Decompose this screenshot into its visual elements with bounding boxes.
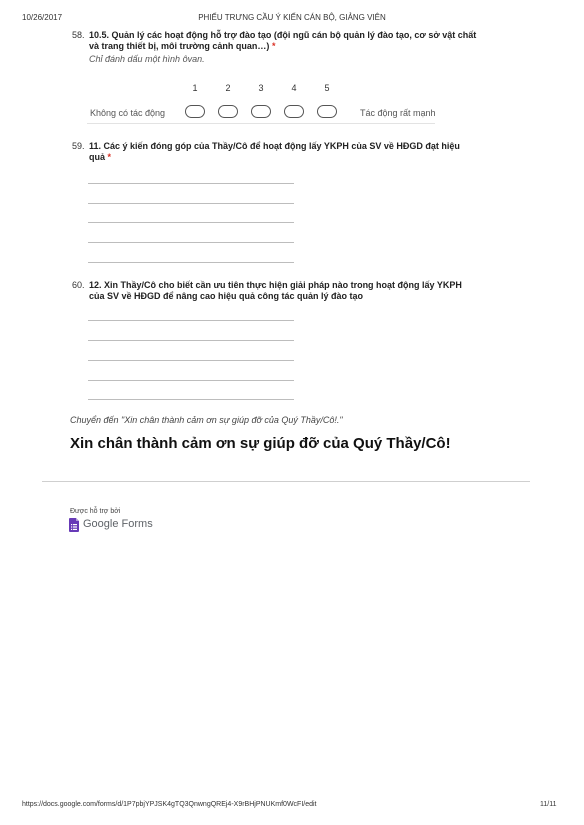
question-title-line: 12. Xin Thầy/Cô cho biết cần ưu tiên thực hiện giải pháp nào trong hoạt động lấy YKPH (89, 280, 462, 290)
required-asterisk: * (271, 41, 276, 51)
scale-option-2[interactable] (218, 105, 238, 118)
scale-number: 3 (258, 83, 264, 93)
scale-option-5[interactable] (317, 105, 337, 118)
answer-line (88, 360, 294, 361)
question-number: 59. (72, 141, 85, 151)
google-forms-icon (69, 518, 79, 532)
answer-line (88, 380, 294, 381)
question-title-line: 10.5. Quản lý các hoạt động hỗ trợ đào tạo (đội ngũ cán bộ quản lý đào tạo, cơ sở vật chất (89, 30, 477, 40)
question-title-text: và trang thiết bị, môi trường cảnh quan…) (89, 41, 270, 51)
print-date: 10/26/2017 (22, 13, 63, 22)
thank-you-heading: Xin chân thành cảm ơn sự giúp đỡ của Quý Thầy/Cô! (70, 435, 451, 452)
footer-url: https://docs.google.com/forms/d/1P7pbjYPJSK4gTQ3QnwngQREj4-X9rBHjPNUKmf0WcFI/edit (22, 801, 317, 808)
scale-option-3[interactable] (251, 105, 271, 118)
google-forms-logo-text[interactable]: Google Forms (83, 518, 153, 530)
question-title-line: của SV về HĐGD để nâng cao hiệu quả công tác quản lý đào tạo (89, 291, 364, 301)
question-title (89, 141, 514, 163)
scale-option-1[interactable] (185, 105, 205, 118)
print-title: PHIẾU TRƯNG CẦU Ý KIẾN CÁN BỘ, GIẢNG VIÊN (198, 13, 386, 22)
question-title-line (89, 152, 514, 163)
answer-line (88, 222, 294, 223)
section-jump-text: Chuyển đến "Xin chân thành cảm ơn sự giúp đỡ của Quý Thầy/Cô!." (70, 415, 343, 425)
footer-page-number: 11/11 (540, 801, 557, 808)
section-divider (42, 481, 530, 482)
powered-by-label: Được hỗ trợ bởi (70, 508, 121, 515)
answer-line (88, 320, 294, 321)
scale-number: 1 (192, 83, 198, 93)
question-number: 58. (72, 30, 85, 40)
question-number: 60. (72, 280, 85, 290)
question-title-text: quả (89, 152, 106, 162)
scale-option-4[interactable] (284, 105, 304, 118)
scale-high-label: Tác động rất mạnh (360, 108, 436, 118)
scale-number: 5 (324, 83, 330, 93)
question-title-line (89, 41, 514, 52)
question-title (89, 30, 514, 52)
question-title (89, 280, 514, 302)
question-hint: Chỉ đánh dấu một hình ôvan. (89, 54, 205, 64)
answer-line (88, 242, 294, 243)
required-asterisk: * (107, 152, 112, 162)
scale-number: 2 (225, 83, 231, 93)
answer-line (88, 340, 294, 341)
scale-low-label: Không có tác động (90, 108, 166, 118)
question-title-line: 11. Các ý kiến đóng góp của Thầy/Cô để hoạt động lấy YKPH của SV về HĐGD đạt hiệu (89, 141, 460, 151)
answer-line (88, 262, 294, 263)
answer-line (88, 399, 294, 400)
answer-line (88, 183, 294, 184)
scale-number: 4 (291, 83, 297, 93)
answer-line (88, 203, 294, 204)
